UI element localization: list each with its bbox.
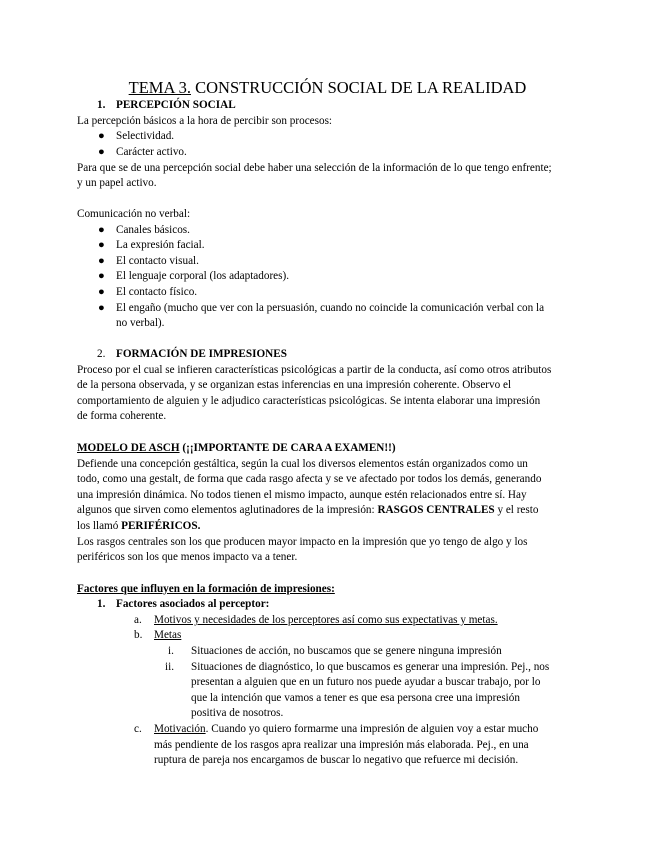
paragraph-line: y un papel activo. [77, 177, 157, 189]
peripheral-traits-term: PERIFÉRICOS. [121, 520, 201, 532]
item-a-marker: a. [134, 614, 142, 626]
bullet-dot-icon: ● [98, 224, 105, 236]
asch-heading-underlined: MODELO DE ASCH [77, 442, 180, 454]
bullet-dot-icon: ● [98, 255, 105, 267]
section-1-number: 1. [97, 99, 106, 111]
line-text: y el resto [494, 504, 539, 516]
item-i-marker: i. [168, 645, 174, 657]
factor-1-heading: Factores asociados al perceptor: [116, 598, 270, 610]
item-a-text: Motivos y necesidades de los perceptores así como sus expectativas y metas. [154, 614, 498, 626]
bullet-dot-icon: ● [98, 130, 105, 142]
item-ii-marker: ii. [165, 661, 175, 673]
item-c-text: ruptura de pareja nos encargamos de buscar lo negativo que refuerce mi decisión. [154, 754, 519, 766]
paragraph-line: comportamiento de alguien y le adjudico características psicológicas. Se intenta elaborar una impresión [77, 395, 541, 407]
paragraph-line: todo, como una gestalt, de forma que cada rasgo afecta y se ve afectado por todos los demás, generando [77, 473, 542, 485]
bullet-dot-icon: ● [98, 270, 105, 282]
list-item: El contacto visual. [116, 255, 199, 267]
section-2-number: 2. [97, 348, 106, 360]
paragraph-line: una impresión dinámica. No todos tienen el mismo impacto, aunque estén relacionados entre sí. Hay [77, 489, 527, 501]
list-item: El engaño (mucho que ver con la persuasión, cuando no coincide la comunicación verbal con la [116, 302, 545, 314]
section-1-heading: PERCEPCIÓN SOCIAL [116, 99, 236, 111]
list-item: El contacto físico. [116, 286, 198, 298]
page-title [0, 78, 655, 98]
paragraph-line: Para que se de una percepción social debe haber una selección de la información de lo que tengo enfrente; [77, 162, 552, 174]
paragraph-line: de forma coherente. [77, 410, 167, 422]
item-ii-text: positiva de nosotros. [191, 707, 284, 719]
list-item: El lenguaje corporal (los adaptadores). [116, 270, 290, 282]
paragraph-line: de la persona observada, y se organizan estas inferencias en una impresión coherente. Observo el [77, 379, 512, 391]
section-2-heading: FORMACIÓN DE IMPRESIONES [116, 348, 287, 360]
bullet-dot-icon: ● [98, 239, 105, 251]
paragraph-line: Proceso por el cual se infieren características psicológicas a partir de la conducta, así como otros atributos [77, 364, 552, 376]
list-item: La expresión facial. [116, 239, 205, 251]
line-text: los llamó [77, 520, 122, 532]
line-text: . Cuando yo quiero formarme una impresión de alguien voy a estar mucho [205, 723, 539, 735]
item-i-text: Situaciones de acción, no buscamos que se genere ninguna impresión [191, 645, 502, 657]
factor-1-number: 1. [97, 598, 106, 610]
asch-heading-note: (¡¡IMPORTANTE DE CARA A EXAMEN!!) [179, 442, 396, 454]
line-text: algunos que sirven como elementos aglutinadores de la impresión: [77, 504, 378, 516]
factors-heading: Factores que influyen en la formación de impresiones: [77, 583, 335, 595]
item-c-text: más pendiente de los rasgos apra realizar una impresión más elaborada. Pej., en una [154, 739, 529, 751]
list-item: Canales básicos. [116, 224, 190, 236]
motivation-term: Motivación [154, 723, 206, 735]
list-item: Carácter activo. [116, 146, 187, 158]
item-ii-text: que la intención que vamos a tener es que esa persona cree una impresión [191, 692, 520, 704]
section-1-intro: La percepción básicos a la hora de percibir son procesos: [77, 115, 333, 127]
asch-heading [77, 441, 396, 456]
title-number: TEMA 3. [128, 78, 191, 97]
paragraph-line: Los rasgos centrales son los que producen mayor impacto en la impresión que yo tengo de algo y los [77, 536, 528, 548]
paragraph-line [77, 503, 538, 518]
item-b-marker: b. [134, 629, 143, 641]
item-c-text [154, 722, 538, 737]
paragraph-line [77, 519, 200, 534]
nonverbal-intro: Comunicación no verbal: [77, 208, 191, 220]
item-ii-text: presentan a alguien que en un futuro nos puede ayudar a buscar trabajo, por lo [191, 676, 541, 688]
list-item: Selectividad. [116, 130, 175, 142]
item-b-text: Metas [154, 629, 182, 641]
paragraph-line: periféricos son los que menos impacto va a tener. [77, 551, 298, 563]
paragraph-line: Defiende una concepción gestáltica, según la cual los diversos elementos están organizados como un [77, 458, 528, 470]
item-c-marker: c. [134, 723, 142, 735]
title-text: CONSTRUCCIÓN SOCIAL DE LA REALIDAD [190, 78, 527, 97]
list-item-continuation: no verbal). [116, 317, 165, 329]
item-ii-text: Situaciones de diagnóstico, lo que buscamos es generar una impresión. Pej., nos [191, 661, 550, 673]
bullet-dot-icon: ● [98, 302, 105, 314]
central-traits-term: RASGOS CENTRALES [377, 504, 495, 516]
bullet-dot-icon: ● [98, 286, 105, 298]
bullet-dot-icon: ● [98, 146, 105, 158]
